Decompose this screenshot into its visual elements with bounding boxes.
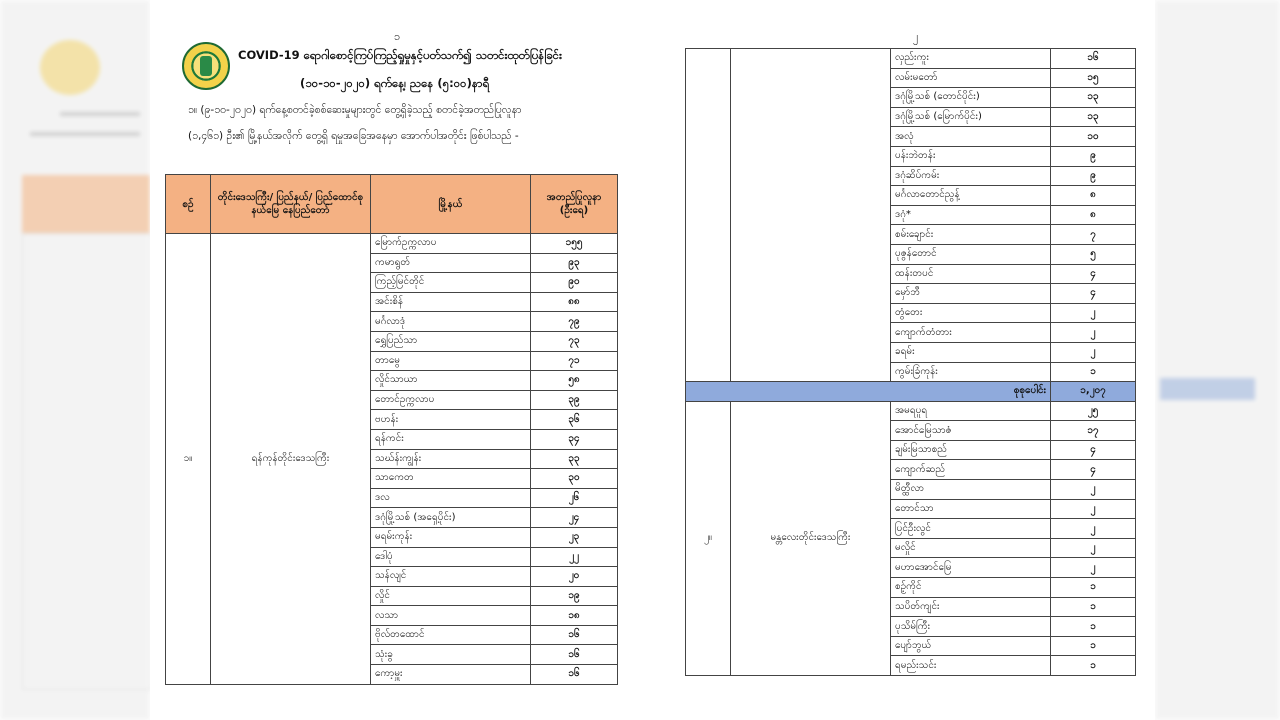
township-cell: မြောက်ဥက္ကလာပ [371, 234, 531, 254]
cases-cell: ၂၆ [531, 488, 618, 508]
township-cell: သာကေတ [371, 469, 531, 489]
cases-cell: ၁၆ [531, 645, 618, 665]
table-row [686, 401, 1136, 421]
township-cell: လမ်းမတော် [891, 68, 1051, 88]
township-cell: ဒလ [371, 488, 531, 508]
township-cell: ချမ်းမြသာစည် [891, 440, 1051, 460]
cases-cell: ၈ [1051, 205, 1136, 225]
table-row [166, 234, 618, 254]
background-table-header [22, 175, 150, 233]
cases-cell: ၁၅၅ [531, 234, 618, 254]
township-cell: ကျောက်တံတား [891, 323, 1051, 343]
cases-cell: ၂ [1051, 499, 1136, 519]
cases-cell: ၁ [1051, 656, 1136, 676]
cases-cell: ၁၅ [1051, 68, 1136, 88]
township-cell: လှည်းကူး [891, 49, 1051, 69]
township-cell: ဗိုလ်တထောင် [371, 625, 531, 645]
cases-cell: ၁၈ [531, 606, 618, 626]
ministry-logo-icon [182, 42, 230, 90]
cases-cell: ၉၀ [531, 273, 618, 293]
cases-cell: ၂၀ [531, 567, 618, 587]
background-logo [40, 40, 100, 95]
document-page-2 [665, 0, 1155, 720]
cases-cell: ၄ [1051, 284, 1136, 304]
township-cell: ကမာရွတ် [371, 253, 531, 273]
cases-cell: ၇၁ [531, 351, 618, 371]
cases-cell: ၁၇ [1051, 421, 1136, 441]
table-header-row [166, 175, 618, 234]
township-cell: ဒဂုံ* [891, 205, 1051, 225]
cases-cell: ၂ [1051, 342, 1136, 362]
township-cell: မဟာအောင်မြေ [891, 558, 1051, 578]
cases-cell: ၃၉ [531, 390, 618, 410]
township-cell: ကျောက်ဆည် [891, 460, 1051, 480]
township-cell: ကော့မှူး [371, 665, 531, 685]
township-cell: တောင်ဥက္ကလာပ [371, 390, 531, 410]
cases-cell: ၁၆ [1051, 49, 1136, 69]
intro-paragraph-line2: (၁,၄၆၁) ဦး၏ မြို့နယ်အလိုက် တွေ့ရှိ ရမှုအခြေအနေမှာ အောက်ပါအတိုင်း ဖြစ်ပါသည် - [188, 130, 519, 142]
township-cell: ဗဟန်း [371, 410, 531, 430]
township-cell: တောင်သာ [891, 499, 1051, 519]
cases-cell: ၁၆ [531, 665, 618, 685]
document-page-1 [150, 0, 640, 720]
header-region: တိုင်းဒေသကြီး/ ပြည်နယ်/ ပြည်ထောင်စုနယ်မြေ နေပြည်တော် [211, 175, 371, 234]
township-cell: ရန်ကင်း [371, 429, 531, 449]
header-cases: အတည်ပြုလူနာ (ဦးရေ) [531, 175, 618, 234]
cases-cell: ၂၂ [531, 547, 618, 567]
cases-cell: ၂၄ [531, 508, 618, 528]
cases-cell: ၂ [1051, 303, 1136, 323]
township-cell: အောင်မြေသာဇံ [891, 421, 1051, 441]
township-cell: မရမ်းကုန်း [371, 527, 531, 547]
background-page-right [1155, 0, 1280, 720]
cases-cell: ၉၃ [531, 253, 618, 273]
township-cell: ကွမ်းခြံကုန်း [891, 362, 1051, 382]
cases-cell: ၉ [1051, 166, 1136, 186]
township-cell: သဃ်န်းကျွန်း [371, 449, 531, 469]
total-label: စုစုပေါင်း [686, 382, 1051, 402]
page-number: ၁ [394, 30, 401, 43]
background-line [30, 132, 140, 136]
total-value: ၁,၂၀၇ [1051, 382, 1136, 402]
cases-cell: ၃၄ [531, 429, 618, 449]
cases-cell: ၈ [1051, 186, 1136, 206]
cases-cell: ၂ [1051, 323, 1136, 343]
township-cell: လှိုင် [371, 586, 531, 606]
page-number: ၂ [913, 30, 919, 43]
township-cell: လသာ [371, 606, 531, 626]
township-cell: ပြင်ဦးလွင် [891, 519, 1051, 539]
cases-cell: ၅၈ [531, 371, 618, 391]
document-subtitle: (၁၀-၁၀-၂၀၂၀) ရက်နေ့၊ ညနေ (၅:၀၀)နာရီ [300, 76, 490, 90]
row-number: ၂။ [686, 401, 731, 675]
cases-cell: ၂ [1051, 480, 1136, 500]
township-cell: မင်္ဂလာတောင်ညွန့် [891, 186, 1051, 206]
cases-cell: ၂ [1051, 538, 1136, 558]
cases-cell: ၉ [1051, 146, 1136, 166]
cases-cell: ၇၉ [531, 312, 618, 332]
cases-cell: ၁ [1051, 362, 1136, 382]
township-cell: အမရပူရ [891, 401, 1051, 421]
township-cell: ပျော်ဘွယ် [891, 636, 1051, 656]
empty-cell [686, 49, 731, 382]
cases-table-part2 [685, 48, 1136, 676]
cases-cell: ၇ [1051, 225, 1136, 245]
cases-cell: ၃၀ [531, 469, 618, 489]
township-cell: ဒေါပုံ [371, 547, 531, 567]
township-cell: ကြည့်မြင်တိုင် [371, 273, 531, 293]
township-cell: မိတ္ထီလာ [891, 480, 1051, 500]
intro-paragraph-line1: ၁။ (၉-၁၀-၂၀၂၀) ရက်နေ့စတင်ခဲ့စစ်ဆေးမှုများတွင် တွေ့ရှိခဲ့သည့် စတင်ခဲ့အတည်ပြုလူနာ [188, 104, 522, 116]
township-cell: ရွှေပြည်သာ [371, 331, 531, 351]
cases-cell: ၁ [1051, 597, 1136, 617]
township-cell: ဒဂုံမြို့သစ် (တောင်ပိုင်း) [891, 88, 1051, 108]
township-cell: ဒဂုံဆိပ်ကမ်း [891, 166, 1051, 186]
township-cell: စမ်းချောင်း [891, 225, 1051, 245]
cases-cell: ၁၃ [1051, 88, 1136, 108]
cases-cell: ၁ [1051, 636, 1136, 656]
township-cell: ရမည်းသင်း [891, 656, 1051, 676]
cases-cell: ၁ [1051, 617, 1136, 637]
cases-cell: ၂ [1051, 519, 1136, 539]
region-name: ရန်ကုန်တိုင်းဒေသကြီး [211, 234, 371, 685]
township-cell: ထန်းတပင် [891, 264, 1051, 284]
background-page-left [0, 0, 150, 720]
header-no: စဉ် [166, 175, 211, 234]
header-township: မြို့နယ် [371, 175, 531, 234]
cases-cell: ၁၉ [531, 586, 618, 606]
background-total-bar [1160, 378, 1255, 400]
township-cell: သပိတ်ကျင်း [891, 597, 1051, 617]
township-cell: တာမွေ [371, 351, 531, 371]
township-cell: သန်လျင် [371, 567, 531, 587]
township-cell: ခရမ်း [891, 342, 1051, 362]
cases-cell: ၁၆ [531, 625, 618, 645]
township-cell: စဉ့်ကိုင် [891, 578, 1051, 598]
cases-cell: ၁ [1051, 578, 1136, 598]
township-cell: မလှိုင် [891, 538, 1051, 558]
background-table [22, 233, 152, 690]
township-cell: တွံတေး [891, 303, 1051, 323]
township-cell: လှိုင်သာယာ [371, 371, 531, 391]
cases-cell: ၈၈ [531, 292, 618, 312]
cases-cell: ၃၃ [531, 449, 618, 469]
township-cell: အင်းစိန် [371, 292, 531, 312]
cases-cell: ၄ [1051, 440, 1136, 460]
document-title: COVID-19 ရောဂါစောင့်ကြပ်ကြည့်ရှုမှုနှင့်ပတ်သက်၍ သတင်းထုတ်ပြန်ခြင်း [238, 48, 562, 62]
cases-table-part1 [165, 174, 618, 685]
township-cell: ဒဂုံမြို့သစ် (မြောက်ပိုင်း) [891, 107, 1051, 127]
total-row [686, 382, 1136, 402]
row-number: ၁။ [166, 234, 211, 685]
cases-cell: ၂ [1051, 558, 1136, 578]
background-line [60, 112, 140, 116]
cases-cell: ၇၃ [531, 331, 618, 351]
township-cell: မင်္ဂလာဒုံ [371, 312, 531, 332]
cases-cell: ၂၅ [1051, 401, 1136, 421]
cases-cell: ၄ [1051, 460, 1136, 480]
region-name: မန္တလေးတိုင်းဒေသကြီး [731, 401, 891, 675]
cases-cell: ၁၀ [1051, 127, 1136, 147]
cases-cell: ၅ [1051, 244, 1136, 264]
township-cell: မှော်ဘီ [891, 284, 1051, 304]
township-cell: ပုဇွန်တောင် [891, 244, 1051, 264]
cases-cell: ၄ [1051, 264, 1136, 284]
cases-cell: ၃၆ [531, 410, 618, 430]
township-cell: အလုံ [891, 127, 1051, 147]
township-cell: ဒဂုံမြို့သစ် (အရှေ့ပိုင်း) [371, 508, 531, 528]
table-row [686, 49, 1136, 69]
township-cell: ပန်းဘဲတန်း [891, 146, 1051, 166]
township-cell: သုံးခွ [371, 645, 531, 665]
cases-cell: ၂၃ [531, 527, 618, 547]
cases-cell: ၁၃ [1051, 107, 1136, 127]
township-cell: ပုသိမ်ကြီး [891, 617, 1051, 637]
empty-cell [731, 49, 891, 382]
